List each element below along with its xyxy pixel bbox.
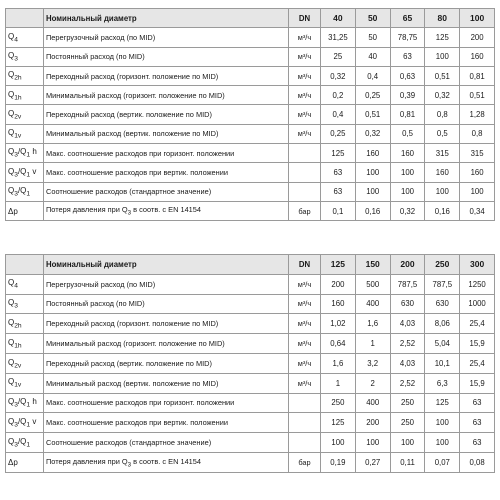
value-cell: 0,32 xyxy=(355,124,390,143)
dn-value: 40 xyxy=(321,9,356,28)
table-header-row xyxy=(6,9,495,28)
table-header-row xyxy=(6,255,495,275)
subscript: 1v xyxy=(14,132,22,140)
unit-cell: бар xyxy=(289,452,321,472)
value-cell: 63 xyxy=(460,413,495,433)
parameter-description: Минимальный расход (горизонт. положение по MID) xyxy=(44,334,289,354)
parameter-symbol: $Q_{1h}$ xyxy=(6,86,44,105)
value-cell: 50 xyxy=(355,28,390,47)
subscript: 1 xyxy=(26,441,31,449)
value-cell: 63 xyxy=(390,47,425,66)
subscript: 3 xyxy=(14,190,18,198)
value-cell: 63 xyxy=(460,393,495,413)
value-cell: 250 xyxy=(321,393,356,413)
parameter-symbol: $Q_3/Q_1$ h xyxy=(6,393,44,413)
value-cell: 0,51 xyxy=(460,86,495,105)
value-cell: 1000 xyxy=(460,294,495,314)
table-row xyxy=(6,144,495,163)
value-cell: 0,16 xyxy=(355,201,390,220)
value-cell: 100 xyxy=(390,163,425,182)
value-cell: 1,6 xyxy=(355,314,390,334)
table-row xyxy=(6,182,495,201)
value-cell: 0,32 xyxy=(425,86,460,105)
value-cell: 125 xyxy=(425,28,460,47)
value-cell: 0,51 xyxy=(355,105,390,124)
unit-cell xyxy=(289,433,321,453)
value-cell: 160 xyxy=(460,47,495,66)
value-cell: 0,5 xyxy=(390,124,425,143)
unit-cell: м³/ч xyxy=(289,66,321,85)
parameter-symbol: $Q_3$ xyxy=(6,294,44,314)
value-cell: 0,51 xyxy=(425,66,460,85)
value-cell: 63 xyxy=(321,163,356,182)
subscript: 1 xyxy=(26,152,31,160)
subscript: 3 xyxy=(14,302,18,310)
parameter-description: Постоянный расход (по MID) xyxy=(44,294,289,314)
unit-cell: м³/ч xyxy=(289,274,321,294)
value-cell: 160 xyxy=(460,163,495,182)
parameter-description: Минимальный расход (горизонт. положение по MID) xyxy=(44,86,289,105)
unit-cell: м³/ч xyxy=(289,373,321,393)
unit-cell xyxy=(289,182,321,201)
value-cell: 160 xyxy=(355,144,390,163)
unit-cell: м³/ч xyxy=(289,294,321,314)
value-cell: 8,06 xyxy=(425,314,460,334)
value-cell: 0,07 xyxy=(425,452,460,472)
table-row xyxy=(6,105,495,124)
table-row xyxy=(6,334,495,354)
subscript: 3 xyxy=(14,441,18,449)
subscript: 3 xyxy=(14,171,18,179)
value-cell: 400 xyxy=(355,393,390,413)
parameter-symbol: Δp xyxy=(6,452,44,472)
parameter-description: Переходный расход (горизонт. положение по MID) xyxy=(44,314,289,334)
value-cell: 125 xyxy=(321,413,356,433)
table-row xyxy=(6,353,495,373)
subscript: 3 xyxy=(127,461,132,469)
parameter-description: Постоянный расход (по MID) xyxy=(44,47,289,66)
subscript: 3 xyxy=(14,55,18,63)
flow-spec-table-dn125-300 xyxy=(5,254,495,473)
value-cell: 0,64 xyxy=(321,334,356,354)
value-cell: 315 xyxy=(425,144,460,163)
value-cell: 400 xyxy=(355,294,390,314)
unit-cell xyxy=(289,393,321,413)
value-cell: 2,52 xyxy=(390,373,425,393)
value-cell: 100 xyxy=(355,163,390,182)
dn-value: 100 xyxy=(460,9,495,28)
value-cell: 25 xyxy=(321,47,356,66)
unit-cell: м³/ч xyxy=(289,28,321,47)
value-cell: 4,03 xyxy=(390,353,425,373)
table-row xyxy=(6,124,495,143)
unit-cell: м³/ч xyxy=(289,105,321,124)
dn-value: 200 xyxy=(390,255,425,275)
parameter-description: Макс. соотношение расходов при горизонт. положении xyxy=(44,144,289,163)
value-cell: 0,81 xyxy=(390,105,425,124)
parameter-description: Макс. соотношение расходов при вертик. положении xyxy=(44,413,289,433)
value-cell: 0,1 xyxy=(321,201,356,220)
parameter-description: Перегрузочный расход (по MID) xyxy=(44,28,289,47)
value-cell: 200 xyxy=(321,274,356,294)
value-cell: 31,25 xyxy=(321,28,356,47)
table-row xyxy=(6,433,495,453)
parameter-symbol: $Q_{2h}$ xyxy=(6,314,44,334)
value-cell: 200 xyxy=(460,28,495,47)
subscript: 3 xyxy=(14,401,18,409)
value-cell: 0,16 xyxy=(425,201,460,220)
subscript: 3 xyxy=(14,152,18,160)
value-cell: 250 xyxy=(390,413,425,433)
parameter-symbol: $Q_{2v}$ xyxy=(6,105,44,124)
unit-cell: м³/ч xyxy=(289,86,321,105)
value-cell: 1 xyxy=(355,334,390,354)
parameter-description: Переходный расход (горизонт. положение по MID) xyxy=(44,66,289,85)
parameter-description: Переходный расход (вертик. положение по MID) xyxy=(44,353,289,373)
value-cell: 0,5 xyxy=(425,124,460,143)
dn-label: DN xyxy=(289,9,321,28)
dn-value: 300 xyxy=(460,255,495,275)
unit-cell: м³/ч xyxy=(289,353,321,373)
value-cell: 100 xyxy=(355,433,390,453)
value-cell: 15,9 xyxy=(460,334,495,354)
value-cell: 25,4 xyxy=(460,314,495,334)
table-row xyxy=(6,163,495,182)
table-row xyxy=(6,201,495,220)
value-cell: 315 xyxy=(460,144,495,163)
unit-cell: м³/ч xyxy=(289,314,321,334)
value-cell: 1 xyxy=(321,373,356,393)
subscript: 2v xyxy=(14,113,22,121)
table-row xyxy=(6,413,495,433)
value-cell: 1,02 xyxy=(321,314,356,334)
value-cell: 15,9 xyxy=(460,373,495,393)
nominal-diameter-label: Номинальный диаметр xyxy=(44,9,289,28)
subscript: 1 xyxy=(26,401,31,409)
value-cell: 0,27 xyxy=(355,452,390,472)
subscript: 1v xyxy=(14,381,22,389)
nominal-diameter-label: Номинальный диаметр xyxy=(44,255,289,275)
subscript: 1 xyxy=(26,421,31,429)
parameter-symbol: $Q_{1h}$ xyxy=(6,334,44,354)
value-cell: 1,6 xyxy=(321,353,356,373)
parameter-symbol: $Q_3/Q_1$ h xyxy=(6,144,44,163)
parameter-symbol: $Q_{2v}$ xyxy=(6,353,44,373)
unit-cell xyxy=(289,413,321,433)
table-row xyxy=(6,274,495,294)
value-cell: 0,8 xyxy=(460,124,495,143)
value-cell: 25,4 xyxy=(460,353,495,373)
parameter-description: Перегрузочный расход (по MID) xyxy=(44,274,289,294)
value-cell: 0,32 xyxy=(390,201,425,220)
table-row xyxy=(6,373,495,393)
value-cell: 3,2 xyxy=(355,353,390,373)
value-cell: 5,04 xyxy=(425,334,460,354)
subscript: 3 xyxy=(127,209,132,217)
value-cell: 0,4 xyxy=(321,105,356,124)
table-row xyxy=(6,393,495,413)
value-cell: 160 xyxy=(321,294,356,314)
symbol-header-cell xyxy=(6,9,44,28)
value-cell: 6,3 xyxy=(425,373,460,393)
parameter-description: Минимальный расход (вертик. положение по MID) xyxy=(44,373,289,393)
parameter-description: Потеря давления при $Q_3$ в соотв. с EN 14154 xyxy=(44,452,289,472)
value-cell: 2 xyxy=(355,373,390,393)
parameter-symbol: $Q_3/Q_1$ v xyxy=(6,413,44,433)
value-cell: 0,11 xyxy=(390,452,425,472)
unit-cell: м³/ч xyxy=(289,47,321,66)
parameter-description: Макс. соотношение расходов при горизонт. положении xyxy=(44,393,289,413)
value-cell: 100 xyxy=(425,47,460,66)
dn-value: 65 xyxy=(390,9,425,28)
table-row xyxy=(6,28,495,47)
value-cell: 0,19 xyxy=(321,452,356,472)
subscript: 3 xyxy=(14,421,18,429)
parameter-symbol: $Q_4$ xyxy=(6,274,44,294)
value-cell: 160 xyxy=(425,163,460,182)
value-cell: 630 xyxy=(425,294,460,314)
unit-cell xyxy=(289,163,321,182)
value-cell: 78,75 xyxy=(390,28,425,47)
unit-cell: м³/ч xyxy=(289,334,321,354)
value-cell: 0,2 xyxy=(321,86,356,105)
value-cell: 40 xyxy=(355,47,390,66)
parameter-symbol: $Q_{1v}$ xyxy=(6,124,44,143)
value-cell: 500 xyxy=(355,274,390,294)
value-cell: 0,34 xyxy=(460,201,495,220)
value-cell: 630 xyxy=(390,294,425,314)
value-cell: 125 xyxy=(321,144,356,163)
dn-value: 125 xyxy=(321,255,356,275)
value-cell: 100 xyxy=(355,182,390,201)
table-row xyxy=(6,314,495,334)
subscript: 1 xyxy=(26,171,31,179)
parameter-description: Макс. соотношение расходов при вертик. положении xyxy=(44,163,289,182)
subscript: 1 xyxy=(26,190,31,198)
flow-spec-table-dn40-100 xyxy=(5,8,495,221)
unit-cell xyxy=(289,144,321,163)
dn-value: 150 xyxy=(355,255,390,275)
value-cell: 100 xyxy=(321,433,356,453)
table-row xyxy=(6,47,495,66)
value-cell: 787,5 xyxy=(390,274,425,294)
parameter-symbol: $Q_4$ xyxy=(6,28,44,47)
value-cell: 0,25 xyxy=(321,124,356,143)
parameter-symbol: $Q_3/Q_1$ v xyxy=(6,163,44,182)
value-cell: 100 xyxy=(390,182,425,201)
parameter-description: Соотношение расходов (стандартное значение) xyxy=(44,182,289,201)
subscript: 1h xyxy=(14,94,22,102)
value-cell: 0,4 xyxy=(355,66,390,85)
symbol-header-cell xyxy=(6,255,44,275)
parameter-symbol: Δp xyxy=(6,201,44,220)
value-cell: 125 xyxy=(425,393,460,413)
value-cell: 100 xyxy=(425,433,460,453)
value-cell: 100 xyxy=(425,182,460,201)
value-cell: 1250 xyxy=(460,274,495,294)
value-cell: 4,03 xyxy=(390,314,425,334)
subscript: 4 xyxy=(14,36,18,44)
value-cell: 100 xyxy=(425,413,460,433)
table-row xyxy=(6,86,495,105)
parameter-symbol: $Q_{2h}$ xyxy=(6,66,44,85)
parameter-symbol: $Q_{1v}$ xyxy=(6,373,44,393)
parameter-description: Соотношение расходов (стандартное значение) xyxy=(44,433,289,453)
parameter-symbol: $Q_3/Q_1$ xyxy=(6,433,44,453)
table-row xyxy=(6,452,495,472)
parameter-symbol: $Q_3/Q_1$ xyxy=(6,182,44,201)
value-cell: 0,81 xyxy=(460,66,495,85)
subscript: 4 xyxy=(14,282,18,290)
value-cell: 2,52 xyxy=(390,334,425,354)
value-cell: 0,25 xyxy=(355,86,390,105)
value-cell: 160 xyxy=(390,144,425,163)
value-cell: 10,1 xyxy=(425,353,460,373)
subscript: 2h xyxy=(14,74,22,82)
parameter-description: Потеря давления при $Q_3$ в соотв. с EN 14154 xyxy=(44,201,289,220)
dn-value: 80 xyxy=(425,9,460,28)
value-cell: 100 xyxy=(460,182,495,201)
value-cell: 0,63 xyxy=(390,66,425,85)
value-cell: 100 xyxy=(390,433,425,453)
unit-cell: м³/ч xyxy=(289,124,321,143)
value-cell: 200 xyxy=(355,413,390,433)
value-cell: 63 xyxy=(460,433,495,453)
value-cell: 63 xyxy=(321,182,356,201)
table-row xyxy=(6,66,495,85)
subscript: 2h xyxy=(14,322,22,330)
unit-cell: бар xyxy=(289,201,321,220)
parameter-description: Минимальный расход (вертик. положение по MID) xyxy=(44,124,289,143)
value-cell: 250 xyxy=(390,393,425,413)
value-cell: 1,28 xyxy=(460,105,495,124)
table-row xyxy=(6,294,495,314)
dn-value: 250 xyxy=(425,255,460,275)
value-cell: 0,39 xyxy=(390,86,425,105)
dn-label: DN xyxy=(289,255,321,275)
subscript: 1h xyxy=(14,342,22,350)
value-cell: 0,08 xyxy=(460,452,495,472)
value-cell: 0,32 xyxy=(321,66,356,85)
value-cell: 787,5 xyxy=(425,274,460,294)
parameter-symbol: $Q_3$ xyxy=(6,47,44,66)
parameter-description: Переходный расход (вертик. положение по MID) xyxy=(44,105,289,124)
dn-value: 50 xyxy=(355,9,390,28)
subscript: 2v xyxy=(14,362,22,370)
value-cell: 0,8 xyxy=(425,105,460,124)
